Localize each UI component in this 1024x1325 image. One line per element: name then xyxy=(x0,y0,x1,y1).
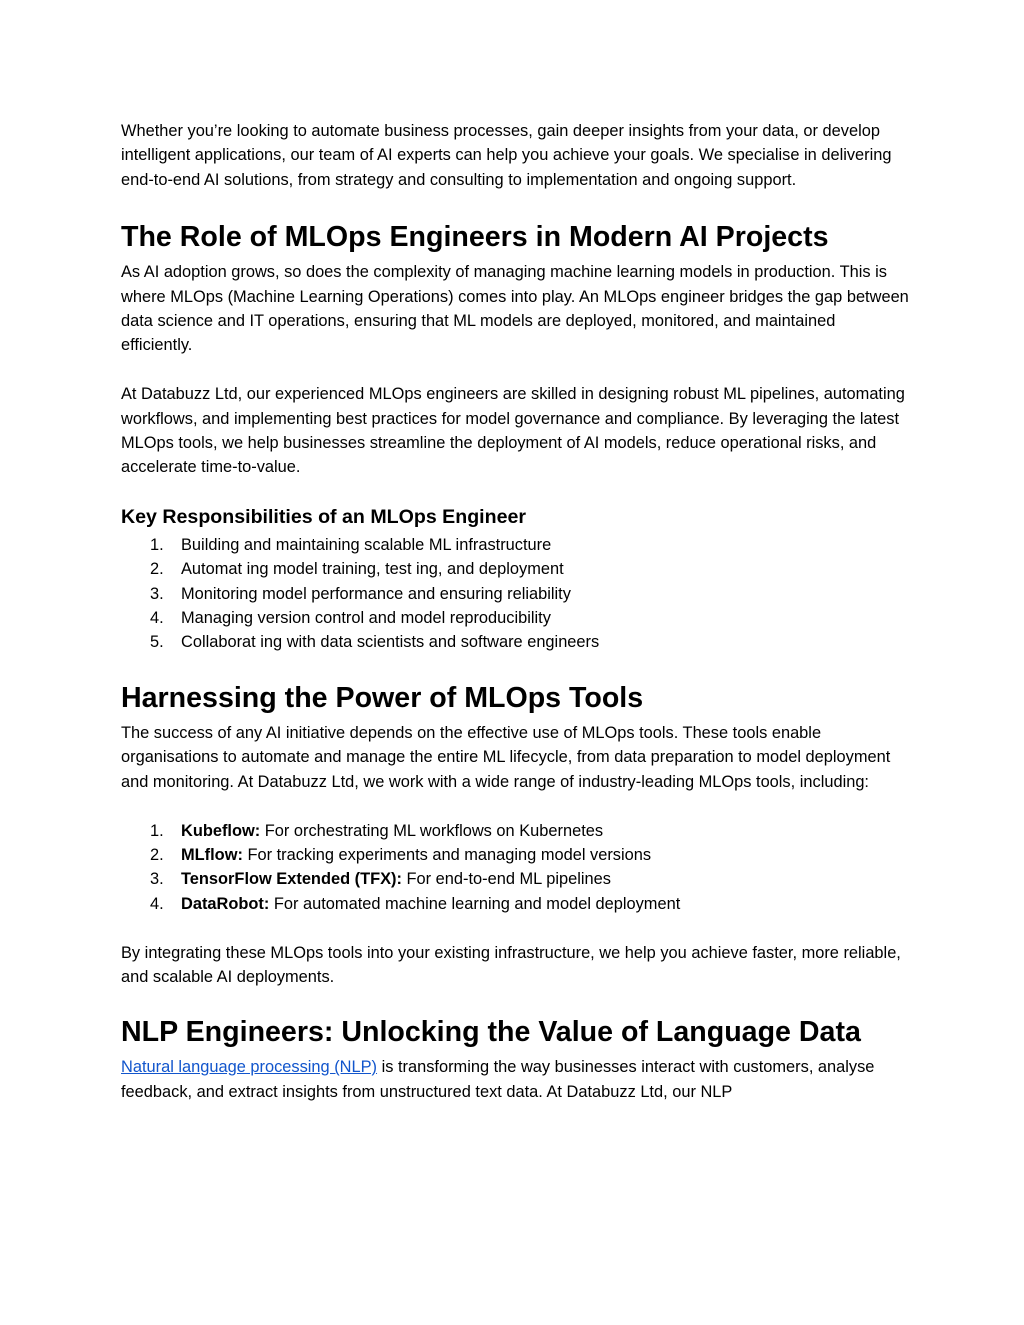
list-item-text: Automat ing model training, test ing, and deployment xyxy=(181,560,564,579)
nlp-paragraph xyxy=(121,1055,911,1104)
intro-paragraph: Whether you’re looking to automate business processes, gain deeper insights from your data, or develop intelligent applications, our team of AI experts can help you achieve your goals. We specialise in delivering end-to-end AI solutions, from strategy and consulting to implementation and ongoing support. xyxy=(121,122,892,189)
tools-heading: Harnessing the Power of MLOps Tools xyxy=(121,681,644,714)
list-item xyxy=(121,843,911,867)
list-item xyxy=(121,606,911,630)
mlops-role-paragraph-1: As AI adoption grows, so does the complexity of managing machine learning models in production. This is where MLOps (Machine Learning Operations) comes into play. An MLOps engineer bridges the gap between data science and IT operations, ensuring that ML models are deployed, monitored, and maintained efficiently. xyxy=(121,263,909,355)
tool-description: For tracking experiments and managing model versions xyxy=(242,845,652,864)
list-item-number: 3. xyxy=(150,584,164,603)
tools-paragraph-1: The success of any AI initiative depends on the effective use of MLOps tools. These tools enable organisations to automate and manage the entire ML lifecycle, from data preparation to model deployment and monitoring. At Databuzz Ltd, we work with a wide range of industry-leading MLOps tools, including: xyxy=(121,723,891,791)
tool-description: For orchestrating ML workflows on Kubernetes xyxy=(260,821,604,840)
list-item xyxy=(121,867,911,891)
tool-name: TensorFlow Extended (TFX): xyxy=(181,870,402,889)
list-item-number: 1. xyxy=(150,535,164,554)
tool-name: DataRobot: xyxy=(181,894,270,913)
list-item xyxy=(121,582,911,606)
responsibilities-heading: Key Responsibilities of an MLOps Engineer xyxy=(121,505,527,528)
list-item xyxy=(121,819,911,843)
list-item xyxy=(121,533,911,557)
tool-description: For end-to-end ML pipelines xyxy=(401,870,611,889)
list-item-number: 2. xyxy=(150,845,164,864)
list-item-text: Building and maintaining scalable ML infrastructure xyxy=(181,535,552,554)
list-item-number: 5. xyxy=(150,633,164,652)
list-item-number: 4. xyxy=(150,894,164,913)
tool-name: Kubeflow: xyxy=(181,821,261,840)
tool-name: MLflow: xyxy=(181,845,243,864)
list-item xyxy=(121,557,911,581)
tools-list xyxy=(121,819,911,917)
list-item-number: 2. xyxy=(150,560,164,579)
mlops-role-paragraph-2: At Databuzz Ltd, our experienced MLOps engineers are skilled in designing robust ML pipelines, automating workflows, and implementing best practices for model governance and compliance. By leveraging the latest MLOps tools, we help businesses streamline the deployment of AI models, reduce operational risks, and accelerate time-to-value. xyxy=(121,385,905,477)
tools-paragraph-2: By integrating these MLOps tools into your existing infrastructure, we help you achieve faster, more reliable, and scalable AI deployments. xyxy=(121,943,901,986)
list-item-text: Monitoring model performance and ensuring reliability xyxy=(181,584,571,603)
nlp-link[interactable]: Natural language processing (NLP) xyxy=(121,1058,378,1077)
list-item-number: 4. xyxy=(150,609,164,628)
nlp-paragraph-text: is transforming the way businesses interact with customers, analyse feedback, and extract insights from unstructured text data. At Databuzz Ltd, our NLP xyxy=(121,1058,875,1101)
list-item-number: 3. xyxy=(150,870,164,889)
nlp-heading: NLP Engineers: Unlocking the Value of Language Data xyxy=(121,1016,861,1049)
tool-description: For automated machine learning and model deployment xyxy=(269,894,681,913)
mlops-role-heading: The Role of MLOps Engineers in Modern AI Projects xyxy=(121,221,829,254)
list-item-text: Managing version control and model reproducibility xyxy=(181,609,551,628)
list-item-text: Collaborat ing with data scientists and software engineers xyxy=(181,633,600,652)
list-item-number: 1. xyxy=(150,821,164,840)
responsibilities-list xyxy=(121,533,911,655)
list-item xyxy=(121,892,911,916)
list-item xyxy=(121,630,911,654)
document-content xyxy=(121,119,911,1104)
